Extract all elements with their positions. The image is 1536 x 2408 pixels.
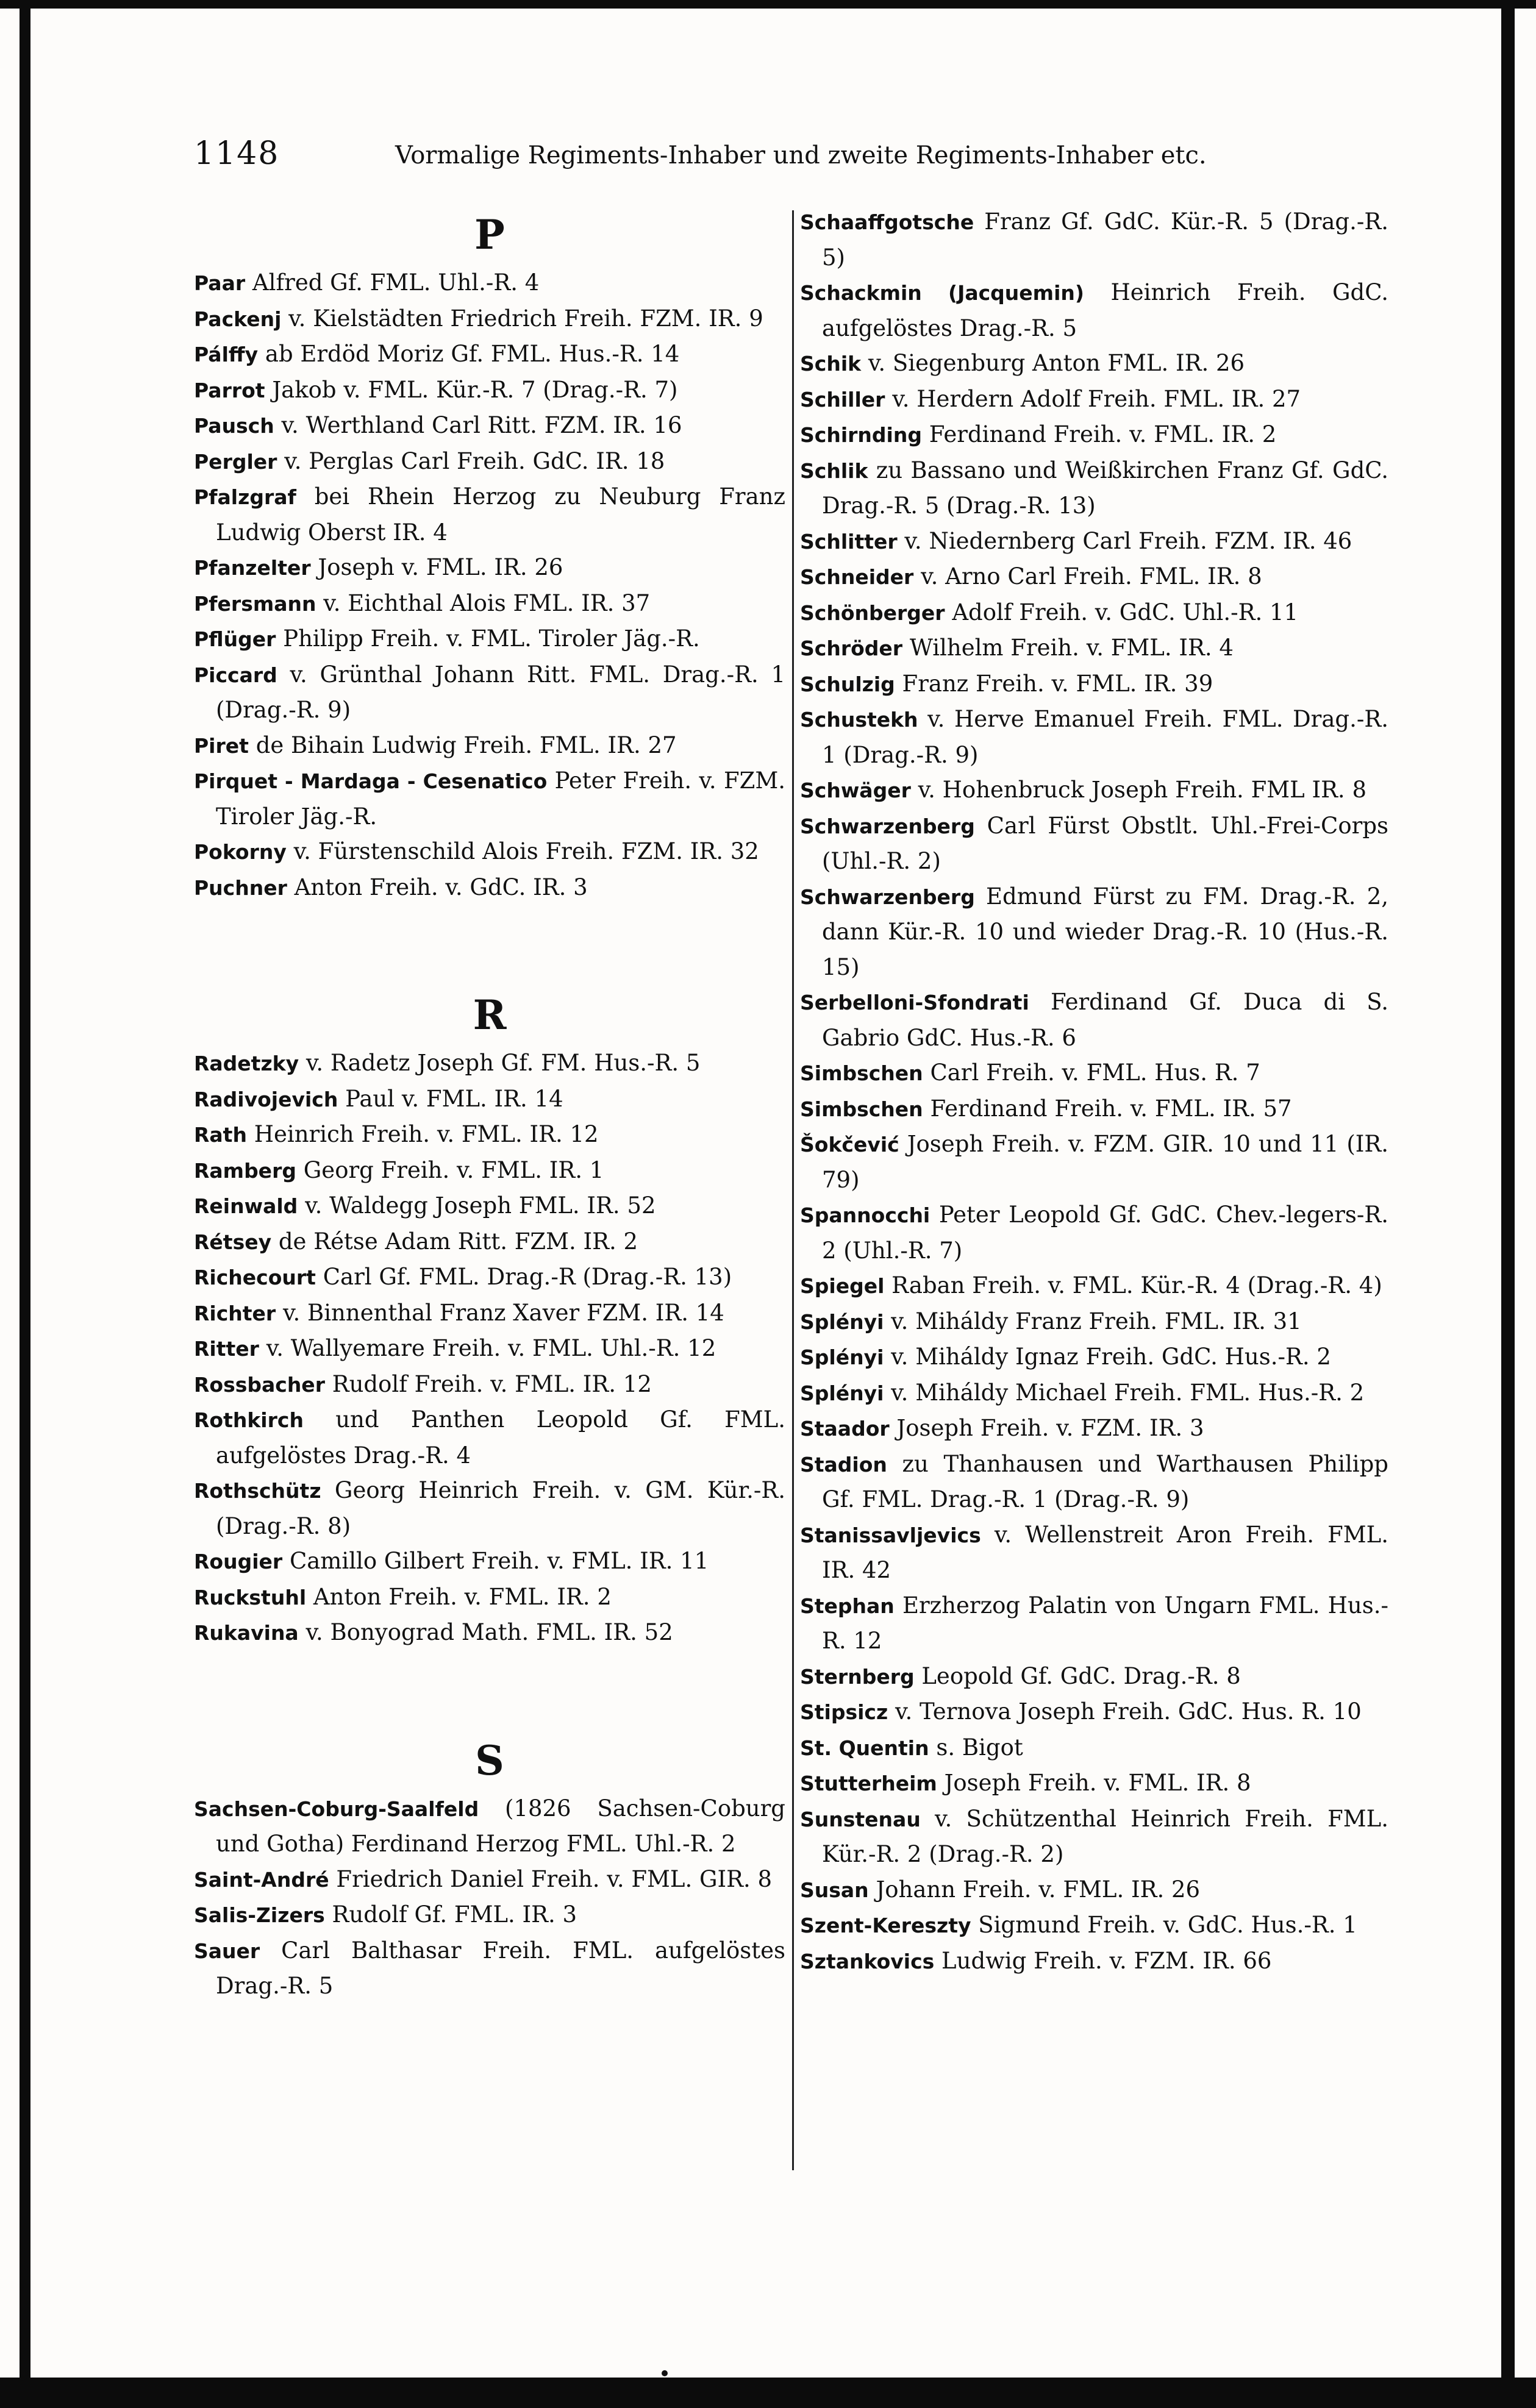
entry-text: Franz Freih. v. FML. IR. 39 <box>902 670 1213 697</box>
register-entry <box>800 879 1388 985</box>
register-entry <box>800 1659 1388 1695</box>
entry-text: Jakob v. FML. Kür.-R. 7 (Drag.-R. 7) <box>272 376 678 403</box>
entry-text: v. Eichthal Alois FML. IR. 37 <box>323 590 651 616</box>
register-entry <box>800 1375 1388 1411</box>
register-entry <box>800 417 1388 453</box>
entry-name: Schneider <box>800 565 914 589</box>
entry-name: Schwarzenberg <box>800 814 975 838</box>
entry-name: Rossbacher <box>194 1372 325 1397</box>
entry-name: Piccard <box>194 663 277 687</box>
page-number: 1148 <box>194 135 280 172</box>
entry-text: v. Schützenthal Heinrich Freih. FML. Kür.-R. 2 (Drag.-R. 2) <box>822 1805 1389 1867</box>
entry-text: Ferdinand Freih. v. FML. IR. 2 <box>929 421 1277 447</box>
right-column <box>800 204 1388 1979</box>
entry-text: v. Wallyemare Freih. v. FML. Uhl.-R. 12 <box>266 1335 716 1361</box>
register-entry <box>800 630 1388 666</box>
entry-name: Staador <box>800 1417 890 1441</box>
page-header <box>194 135 1207 178</box>
entry-name: Schaaffgotsche <box>800 210 974 234</box>
entry-text: bei Rhein Herzog zu Neuburg Franz Ludwig Oberst IR. 4 <box>216 483 786 546</box>
entry-name: Rath <box>194 1123 247 1147</box>
register-entry <box>194 337 785 372</box>
register-entry <box>194 1117 785 1153</box>
entry-text: Peter Leopold Gf. GdC. Chev.-legers-R. 2 (Uhl.-R. 7) <box>822 1202 1388 1264</box>
entry-text: v. Hohenbruck Joseph Freih. FML IR. 8 <box>918 777 1366 803</box>
entry-text: v. Ternova Joseph Freih. GdC. Hus. R. 10 <box>895 1698 1362 1725</box>
entry-name: Šokčević <box>800 1133 899 1156</box>
entry-text: Rudolf Gf. FML. IR. 3 <box>332 1901 577 1928</box>
entry-name: Schwarzenberg <box>800 885 975 909</box>
register-entry <box>194 479 785 550</box>
register-entry <box>800 1765 1388 1801</box>
register-entry <box>800 1872 1388 1908</box>
entry-name: Puchner <box>194 875 287 900</box>
entry-name: Splényi <box>800 1345 884 1369</box>
entry-text: zu Thanhausen und Warthausen Philipp Gf. FML. Drag.-R. 1 (Drag.-R. 9) <box>822 1450 1388 1512</box>
entry-text: Heinrich Freih. GdC. aufgelöstes Drag.-R. 5 <box>822 279 1388 341</box>
register-entry <box>800 1304 1388 1340</box>
entry-name: Packenj <box>194 307 282 331</box>
scan-bottom-edge <box>0 2378 1536 2408</box>
entry-text: de Bihain Ludwig Freih. FML. IR. 27 <box>255 732 677 758</box>
entry-text: Georg Heinrich Freih. v. GM. Kür.-R. (Drag.-R. 8) <box>216 1477 785 1539</box>
entry-name: Pflüger <box>194 627 276 651</box>
entry-name: Schackmin (Jacquemin) <box>800 281 1084 305</box>
entry-name: Szent-Kereszty <box>800 1914 971 1937</box>
register-entry <box>194 1224 785 1260</box>
entry-text: Carl Fürst Obstlt. Uhl.-Frei-Corps (Uhl.-R. 2) <box>822 812 1388 874</box>
register-entry <box>800 1694 1388 1730</box>
entry-name: Pirquet - Mardaga - Cesenatico <box>194 769 548 793</box>
entry-name: Sternberg <box>800 1664 915 1689</box>
entry-name: Sauer <box>194 1939 260 1963</box>
entry-name: Schulzig <box>800 672 895 696</box>
entry-text: v. Arno Carl Freih. FML. IR. 8 <box>921 563 1262 590</box>
entry-text: v. Kielstädten Friedrich Freih. FZM. IR. 9 <box>288 305 763 332</box>
entry-name: Pfersmann <box>194 591 316 616</box>
entry-text: v. Binnenthal Franz Xaver FZM. IR. 14 <box>282 1299 724 1326</box>
entry-text: Camillo Gilbert Freih. v. FML. IR. 11 <box>289 1548 709 1574</box>
entry-name: Schönberger <box>800 600 945 625</box>
entry-name: Pálffy <box>194 343 259 366</box>
entry-text: Joseph Freih. v. FML. IR. 8 <box>944 1770 1251 1796</box>
entry-name: Pausch <box>194 414 274 438</box>
register-entry <box>800 1127 1388 1197</box>
section-letter: S <box>475 1736 504 1784</box>
entry-text: v. Miháldy Michael Freih. FML. Hus.-R. 2 <box>891 1379 1365 1406</box>
entry-text: ab Erdöd Moriz Gf. FML. Hus.-R. 14 <box>265 341 680 367</box>
entry-text: Joseph v. FML. IR. 26 <box>318 554 563 580</box>
register-entry <box>194 1544 785 1580</box>
entry-text: Erzherzog Palatin von Ungarn FML. Hus.-R. 12 <box>822 1592 1388 1654</box>
entry-name: Reinwald <box>194 1194 298 1218</box>
entry-name: Schiller <box>800 387 885 411</box>
entry-text: v. Grünthal Johann Ritt. FML. Drag.-R. 1 (Drag.-R. 9) <box>216 661 786 723</box>
register-entry <box>194 621 785 657</box>
entry-name: Ruckstuhl <box>194 1585 307 1609</box>
entry-name: Rukavina <box>194 1621 299 1645</box>
register-entry <box>194 870 785 906</box>
register-entry <box>800 1908 1388 1943</box>
entry-name: Stanissavljevics <box>800 1523 981 1547</box>
register-entry <box>194 1367 785 1403</box>
register-entry <box>194 1188 785 1224</box>
register-entry <box>194 1897 785 1933</box>
entry-name: Susan <box>800 1878 869 1902</box>
entry-name: Ramberg <box>194 1158 296 1183</box>
entry-text: Adolf Freih. v. GdC. Uhl.-R. 11 <box>952 599 1299 625</box>
entry-text: Alfred Gf. FML. Uhl.-R. 4 <box>252 269 540 296</box>
entry-text: Leopold Gf. GdC. Drag.-R. 8 <box>921 1662 1241 1689</box>
entry-name: Serbelloni-Sfondrati <box>800 991 1029 1014</box>
entry-text: Johann Freih. v. FML. IR. 26 <box>876 1876 1201 1903</box>
entry-text: v. Bonyograd Math. FML. IR. 52 <box>305 1619 673 1645</box>
running-title: Vormalige Regiments-Inhaber und zweite Regiments-Inhaber etc. <box>395 141 1207 169</box>
entry-name: Stadion <box>800 1452 887 1477</box>
entry-text: Joseph Freih. v. FZM. GIR. 10 und 11 (IR. 79) <box>822 1131 1388 1193</box>
register-entry <box>194 1153 785 1189</box>
entry-text: Franz Gf. GdC. Kür.-R. 5 (Drag.-R. 5) <box>822 208 1389 271</box>
register-entry <box>194 1473 785 1544</box>
entry-name: Simbschen <box>800 1061 923 1085</box>
entry-name: Piret <box>194 733 249 758</box>
register-entry <box>800 524 1388 560</box>
column-divider <box>792 210 794 2170</box>
entry-text: v. Werthland Carl Ritt. FZM. IR. 16 <box>281 412 682 438</box>
register-entry <box>194 550 785 586</box>
register-entry <box>800 1268 1388 1304</box>
register-entry <box>800 559 1388 595</box>
register-entry <box>800 1730 1388 1766</box>
entry-text: Anton Freih. v. GdC. IR. 3 <box>294 874 588 900</box>
entry-name: Sachsen-Coburg-Saalfeld <box>194 1797 479 1821</box>
entry-text: s. Bigot <box>936 1734 1023 1761</box>
register-entry <box>800 702 1388 772</box>
entry-text: Heinrich Freih. v. FML. IR. 12 <box>254 1121 599 1147</box>
entry-name: Stipsicz <box>800 1700 888 1724</box>
entry-name: Splényi <box>800 1309 884 1334</box>
entry-name: Rétsey <box>194 1230 272 1254</box>
register-entry <box>194 444 785 480</box>
entry-text: Ferdinand Gf. Duca di S. Gabrio GdC. Hus.-R. 6 <box>822 989 1389 1051</box>
entry-name: Paar <box>194 271 246 295</box>
entry-text: Joseph Freih. v. FZM. IR. 3 <box>896 1415 1204 1441</box>
left-column <box>194 204 785 2004</box>
entry-text: Wilhelm Freih. v. FML. IR. 4 <box>909 635 1234 661</box>
register-entry <box>800 1411 1388 1447</box>
entry-text: v. Herdern Adolf Freih. FML. IR. 27 <box>892 385 1301 412</box>
register-entry <box>194 265 785 301</box>
entry-name: Rougier <box>194 1550 283 1573</box>
register-entry <box>194 408 785 444</box>
entry-name: Schwäger <box>800 778 911 802</box>
entry-name: Spiegel <box>800 1274 885 1298</box>
entry-text: de Rétse Adam Ritt. FZM. IR. 2 <box>278 1228 638 1255</box>
register-entry <box>194 1933 785 2004</box>
register-entry <box>194 1862 785 1898</box>
entry-text: Paul v. FML. IR. 14 <box>345 1085 563 1112</box>
register-entry <box>800 1091 1388 1127</box>
section-letter: P <box>474 211 505 258</box>
register-entry <box>800 1588 1388 1659</box>
entry-text: v. Herve Emanuel Freih. FML. Drag.-R. 1 (Drag.-R. 9) <box>822 706 1388 768</box>
register-entry <box>800 1943 1388 1979</box>
entry-name: St. Quentin <box>800 1736 929 1760</box>
entry-text: Peter Freih. v. FZM. Tiroler Jäg.-R. <box>216 768 785 830</box>
register-entry <box>194 1081 785 1117</box>
entry-name: Salis-Zizers <box>194 1903 325 1927</box>
entry-name: Stephan <box>800 1594 895 1618</box>
register-entry <box>800 275 1388 346</box>
register-entry <box>800 1517 1388 1588</box>
entry-name: Spannocchi <box>800 1203 931 1227</box>
register-entry <box>800 346 1388 382</box>
register-entry <box>800 985 1388 1055</box>
entry-text: v. Fürstenschild Alois Freih. FZM. IR. 32 <box>293 838 759 864</box>
entry-name: Schröder <box>800 636 903 660</box>
entry-text: Carl Balthasar Freih. FML. aufgelöstes Drag.-R. 5 <box>216 1937 785 1999</box>
entry-name: Rothkirch <box>194 1408 304 1432</box>
register-entry <box>800 595 1388 631</box>
register-entry <box>800 204 1388 275</box>
entry-name: Richter <box>194 1301 276 1325</box>
section-letter: R <box>473 991 507 1039</box>
entry-name: Radetzky <box>194 1052 299 1075</box>
entry-text: v. Wellenstreit Aron Freih. FML. IR. 42 <box>822 1521 1388 1583</box>
entry-name: Parrot <box>194 378 265 402</box>
entry-name: Richecourt <box>194 1266 316 1289</box>
register-entry <box>194 301 785 337</box>
entry-name: Sunstenau <box>800 1807 921 1831</box>
entry-text: v. Miháldy Franz Freih. FML. IR. 31 <box>891 1308 1302 1334</box>
register-entry <box>194 763 785 834</box>
register-entry <box>800 666 1388 702</box>
register-entry <box>194 657 785 728</box>
entry-text: Ferdinand Freih. v. FML. IR. 57 <box>930 1095 1292 1122</box>
register-entry <box>800 1055 1388 1091</box>
entry-name: Rothschütz <box>194 1479 321 1503</box>
entry-name: Pergler <box>194 449 277 474</box>
register-entry <box>194 728 785 764</box>
register-entry <box>194 1402 785 1473</box>
entry-text: Rudolf Freih. v. FML. IR. 12 <box>332 1370 652 1397</box>
entry-text: Raban Freih. v. FML. Kür.-R. 4 (Drag.-R. 4) <box>891 1272 1382 1298</box>
entry-text: v. Waldegg Joseph FML. IR. 52 <box>305 1192 656 1219</box>
register-entry <box>194 1615 785 1651</box>
entry-text: (1826 Sachsen-Coburg und Gotha) Ferdinand Herzog FML. Uhl.-R. 2 <box>216 1795 785 1857</box>
entry-text: Sigmund Freih. v. GdC. Hus.-R. 1 <box>978 1912 1357 1938</box>
entry-text: Edmund Fürst zu FM. Drag.-R. 2, dann Kür.-R. 10 und wieder Drag.-R. 10 (Hus.-R. 15) <box>822 883 1388 980</box>
entry-text: v. Radetz Joseph Gf. FM. Hus.-R. 5 <box>305 1050 701 1076</box>
section-gap <box>194 1651 785 1730</box>
register-entry <box>800 1197 1388 1268</box>
register-entry <box>800 1801 1388 1872</box>
entry-text: Carl Freih. v. FML. Hus. R. 7 <box>930 1060 1260 1086</box>
entry-text: Philipp Freih. v. FML. Tiroler Jäg.-R. <box>283 625 700 652</box>
entry-text: und Panthen Leopold Gf. FML. aufgelöstes Drag.-R. 4 <box>216 1406 785 1469</box>
entry-name: Simbschen <box>800 1097 923 1121</box>
register-entry <box>194 1791 785 1862</box>
entry-text: zu Bassano und Weißkirchen Franz Gf. GdC. Drag.-R. 5 (Drag.-R. 13) <box>822 457 1389 519</box>
entry-name: Ritter <box>194 1337 259 1361</box>
entry-name: Stutterheim <box>800 1772 937 1795</box>
entry-text: v. Siegenburg Anton FML. IR. 26 <box>868 350 1245 376</box>
section-gap <box>194 905 785 985</box>
entry-name: Sztankovics <box>800 1949 935 1973</box>
entry-text: v. Niedernberg Carl Freih. FZM. IR. 46 <box>904 527 1352 554</box>
register-entry <box>800 382 1388 418</box>
register-entry <box>194 1331 785 1367</box>
entry-name: Schirnding <box>800 423 922 447</box>
entry-text: v. Perglas Carl Freih. GdC. IR. 18 <box>284 447 665 474</box>
register-entry <box>194 834 785 870</box>
entry-name: Schlik <box>800 458 868 483</box>
entry-text: Friedrich Daniel Freih. v. FML. GIR. 8 <box>336 1865 773 1892</box>
register-entry <box>194 586 785 622</box>
entry-name: Pokorny <box>194 840 287 864</box>
entry-name: Pfanzelter <box>194 556 311 580</box>
entry-name: Splényi <box>800 1381 884 1405</box>
entry-text: Ludwig Freih. v. FZM. IR. 66 <box>941 1947 1272 1974</box>
entry-name: Saint-André <box>194 1867 329 1892</box>
entry-name: Radivojevich <box>194 1087 338 1111</box>
register-entry <box>800 1447 1388 1517</box>
ink-dot <box>662 2370 668 2376</box>
register-entry <box>194 1580 785 1615</box>
entry-name: Schlitter <box>800 529 898 554</box>
register-entry <box>194 372 785 408</box>
entry-name: Schik <box>800 352 862 376</box>
register-entry <box>800 772 1388 808</box>
register-entry <box>194 1045 785 1081</box>
entry-text: Carl Gf. FML. Drag.-R (Drag.-R. 13) <box>323 1264 732 1290</box>
register-entry <box>194 1295 785 1331</box>
entry-text: v. Miháldy Ignaz Freih. GdC. Hus.-R. 2 <box>891 1344 1331 1370</box>
register-entry <box>800 808 1388 879</box>
entry-name: Pfalzgraf <box>194 485 296 509</box>
entry-name: Schustekh <box>800 708 918 732</box>
register-entry <box>194 1259 785 1295</box>
register-entry <box>800 453 1388 524</box>
register-entry <box>800 1339 1388 1375</box>
entry-text: Anton Freih. v. FML. IR. 2 <box>313 1583 612 1610</box>
entry-text: Georg Freih. v. FML. IR. 1 <box>303 1156 604 1183</box>
